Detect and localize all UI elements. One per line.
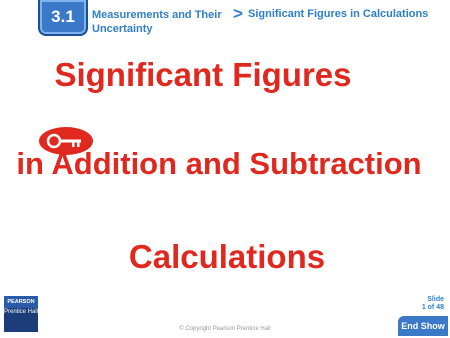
slide-title-line-3: Calculations — [128, 238, 326, 275]
logo-bottom-text: Prentice Hall — [4, 309, 39, 315]
slide-title-line-2: in Addition and Subtraction — [16, 146, 422, 181]
end-show-button[interactable]: End Show — [398, 316, 448, 336]
slide-label: Slide — [427, 296, 444, 303]
logo-top-text: PEARSON — [4, 296, 38, 308]
slide-position: 1 of 48 — [421, 304, 444, 311]
breadcrumb-separator: > — [233, 4, 243, 23]
slide-counter — [422, 296, 444, 312]
section-title: Significant Figures in Calculations — [248, 8, 429, 20]
chapter-title: Measurements and Their Uncertainty — [92, 9, 222, 35]
section-number-badge: 3.1 — [38, 0, 88, 36]
copyright-notice: © Copyright Pearson Prentice Hall — [179, 326, 271, 332]
slide-title-line-1: Significant Figures — [54, 56, 352, 93]
